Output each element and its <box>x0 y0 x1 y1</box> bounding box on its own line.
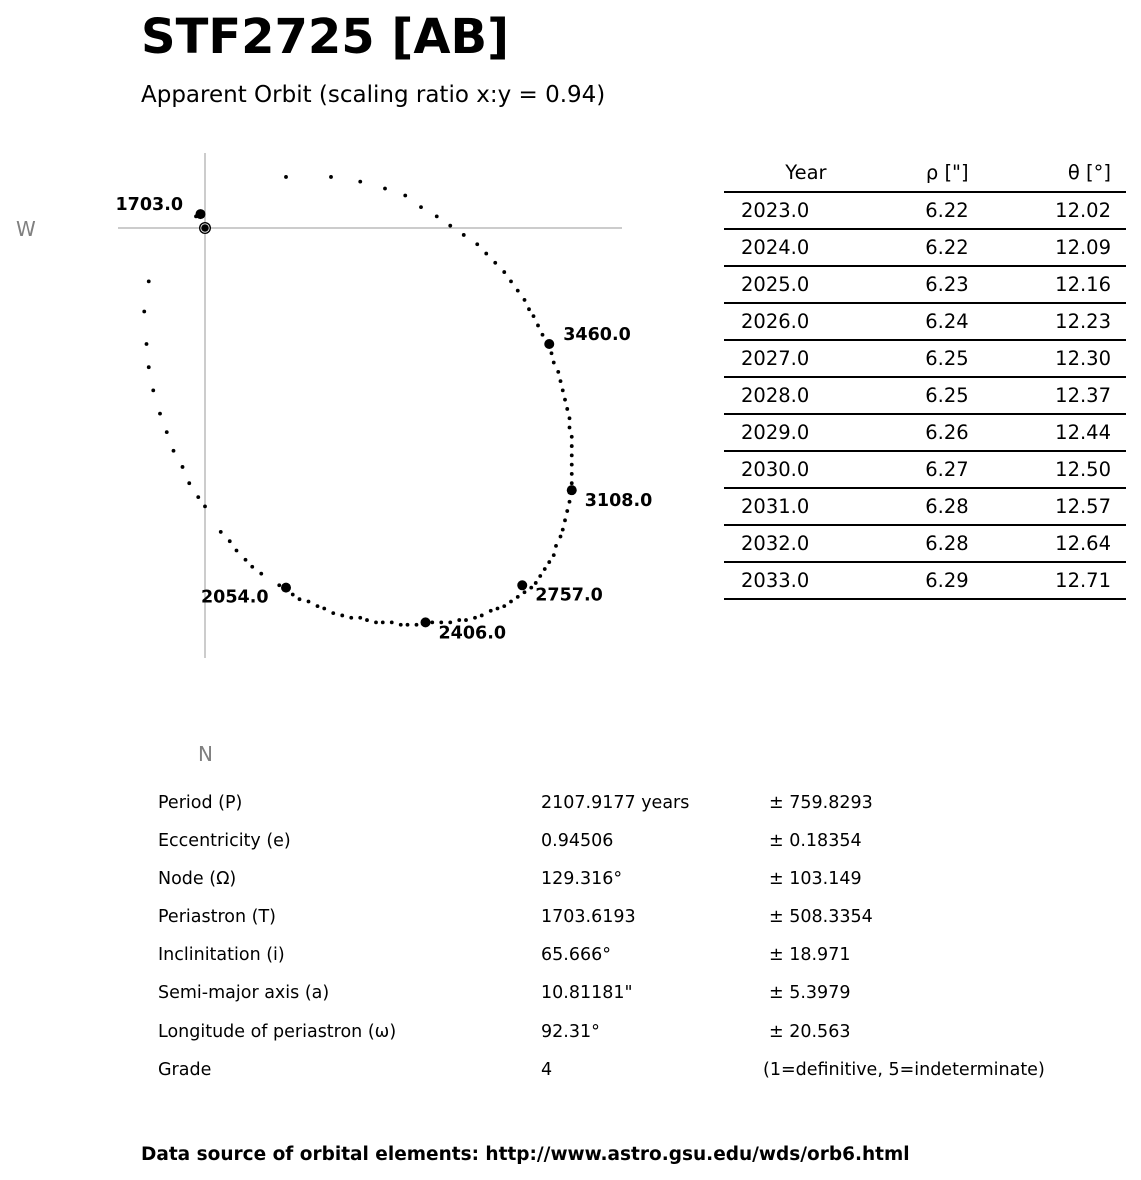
orbit-plot <box>0 130 720 780</box>
element-value: 0.94506 <box>541 831 614 852</box>
element-name: Inclinitation (i) <box>158 945 285 966</box>
orbit-point <box>151 389 155 393</box>
epoch-marker <box>421 617 431 627</box>
orbit-point <box>570 444 574 448</box>
element-error: ± 5.3979 <box>769 983 851 1004</box>
epoch-marker <box>196 209 206 219</box>
orbit-point <box>493 261 497 265</box>
orbit-point <box>502 270 506 274</box>
ephemeris-year-cell: 2030.0 <box>724 451 880 488</box>
orbit-point <box>552 553 556 557</box>
ephemeris-year-cell: 2027.0 <box>724 340 880 377</box>
orbit-point <box>358 616 362 620</box>
element-error: (1=definitive, 5=indeterminate) <box>763 1059 1045 1080</box>
orbit-point <box>523 590 527 594</box>
ephemeris-rho-cell: 6.25 <box>880 340 969 377</box>
orbit-point <box>322 607 326 611</box>
orbit-point <box>374 621 378 625</box>
orbit-point <box>430 621 434 625</box>
ephemeris-row <box>724 192 1126 229</box>
west-label: W <box>16 217 36 241</box>
epoch-marker <box>544 339 554 349</box>
orbit-point <box>484 252 488 256</box>
ephemeris-year-cell: 2032.0 <box>724 525 880 562</box>
ephemeris-header-theta: θ [°] <box>969 154 1126 192</box>
orbit-point <box>219 530 223 534</box>
ephemeris-row <box>724 377 1126 414</box>
element-name: Longitude of periastron (ω) <box>158 1021 397 1042</box>
orbit-point <box>340 614 344 618</box>
ephemeris-year-cell: 2023.0 <box>724 192 880 229</box>
ephemeris-rho-cell: 6.28 <box>880 525 969 562</box>
epoch-marker <box>567 485 577 495</box>
ephemeris-row <box>724 229 1126 266</box>
ephemeris-theta-cell: 12.44 <box>969 414 1126 451</box>
ephemeris-header-year: Year <box>724 154 880 192</box>
epoch-marker <box>281 583 291 593</box>
element-name: Periastron (T) <box>158 907 276 928</box>
element-value: 92.31° <box>541 1021 600 1042</box>
ephemeris-year-cell: 2024.0 <box>724 229 880 266</box>
orbit-point <box>298 597 302 601</box>
element-error: ± 20.563 <box>769 1021 851 1042</box>
orbital-element-row <box>158 983 1108 1021</box>
orbit-point <box>329 175 333 179</box>
orbital-element-row <box>158 945 1108 983</box>
element-value: 65.666° <box>541 945 611 966</box>
ephemeris-rho-cell: 6.25 <box>880 377 969 414</box>
ephemeris-theta-cell: 12.57 <box>969 488 1126 525</box>
orbit-point <box>563 398 567 402</box>
element-name: Grade <box>158 1059 212 1080</box>
ephemeris-theta-cell: 12.02 <box>969 192 1126 229</box>
orbit-point <box>516 595 520 599</box>
ephemeris-rho-cell: 6.28 <box>880 488 969 525</box>
orbit-point <box>552 361 556 365</box>
ephemeris-rho-cell: 6.24 <box>880 303 969 340</box>
orbit-point <box>235 549 239 553</box>
orbit-point <box>536 324 540 328</box>
orbit-point <box>559 379 563 383</box>
orbit-point <box>538 574 542 578</box>
orbit-point <box>158 412 162 416</box>
orbit-point <box>259 572 263 576</box>
ephemeris-rho-cell: 6.26 <box>880 414 969 451</box>
orbit-point <box>419 205 423 209</box>
orbit-point <box>541 333 545 337</box>
ephemeris-theta-cell: 12.30 <box>969 340 1126 377</box>
ephemeris-row <box>724 488 1126 525</box>
element-error: ± 18.971 <box>769 945 851 966</box>
orbit-point <box>496 607 500 611</box>
orbit-point <box>570 463 574 467</box>
orbit-point <box>568 426 572 430</box>
orbit-point <box>527 307 531 311</box>
orbit-point <box>250 565 254 569</box>
element-value: 10.81181" <box>541 983 633 1004</box>
orbit-point <box>570 481 574 485</box>
ephemeris-row <box>724 414 1126 451</box>
element-error: ± 508.3354 <box>769 907 873 928</box>
ephemeris-rho-cell: 6.22 <box>880 192 969 229</box>
ephemeris-year-cell: 2033.0 <box>724 562 880 599</box>
orbit-point <box>403 194 407 198</box>
orbit-point <box>291 593 295 597</box>
orbital-elements-list <box>158 793 1108 1098</box>
orbit-point <box>532 314 536 318</box>
ephemeris-rho-cell: 6.22 <box>880 229 969 266</box>
orbit-point <box>462 233 466 237</box>
orbit-point <box>509 600 513 604</box>
orbit-point <box>435 215 439 219</box>
orbit-point <box>570 453 574 457</box>
element-name: Eccentricity (e) <box>158 831 291 852</box>
orbit-point <box>529 586 533 590</box>
ephemeris-rho-cell: 6.29 <box>880 562 969 599</box>
orbit-point <box>457 618 461 622</box>
data-source-footer: Data source of orbital elements: http://www.astro.gsu.edu/wds/orb6.html <box>141 1144 910 1165</box>
orbit-point <box>473 616 477 620</box>
orbit-point <box>570 435 574 439</box>
orbit-point <box>475 242 479 246</box>
orbit-point <box>554 544 558 548</box>
epoch-label: 2406.0 <box>438 623 507 644</box>
ephemeris-year-cell: 2028.0 <box>724 377 880 414</box>
element-name: Period (P) <box>158 793 243 813</box>
ephemeris-header-row <box>724 154 1126 192</box>
north-label: N <box>198 742 213 766</box>
ephemeris-row <box>724 525 1126 562</box>
orbit-point <box>565 509 569 513</box>
orbit-point <box>316 604 320 608</box>
orbit-point <box>358 180 362 184</box>
epoch-label: 2054.0 <box>201 587 269 608</box>
orbit-point <box>415 623 419 627</box>
orbital-element-row <box>158 869 1108 907</box>
ephemeris-theta-cell: 12.23 <box>969 303 1126 340</box>
orbit-point <box>172 449 176 453</box>
orbit-point <box>556 370 560 374</box>
orbit-point <box>196 495 200 499</box>
orbit-point <box>284 175 288 179</box>
ephemeris-theta-cell: 12.37 <box>969 377 1126 414</box>
ephemeris-year-cell: 2031.0 <box>724 488 880 525</box>
orbit-point <box>559 535 563 539</box>
element-name: Semi-major axis (a) <box>158 983 330 1004</box>
ephemeris-year-cell: 2025.0 <box>724 266 880 303</box>
primary-star-core <box>201 224 209 232</box>
epoch-label: 1703.0 <box>115 195 184 216</box>
ephemeris-year-cell: 2029.0 <box>724 414 880 451</box>
orbit-point <box>489 609 493 613</box>
epoch-marker <box>517 580 527 590</box>
epoch-label: 2757.0 <box>535 585 603 606</box>
orbit-point <box>399 623 403 627</box>
orbit-point <box>568 416 572 420</box>
orbit-point <box>349 616 353 620</box>
ephemeris-theta-cell: 12.09 <box>969 229 1126 266</box>
orbit-point <box>406 623 410 627</box>
orbital-element-row <box>158 907 1108 945</box>
orbit-point <box>561 528 565 532</box>
ephemeris-theta-cell: 12.16 <box>969 266 1126 303</box>
ephemeris-theta-cell: 12.71 <box>969 562 1126 599</box>
orbit-point <box>561 389 565 393</box>
chart-subtitle: Apparent Orbit (scaling ratio x:y = 0.94) <box>141 82 606 108</box>
orbital-element-row <box>158 793 1108 831</box>
element-error: ± 103.149 <box>769 869 862 890</box>
ephemeris-row <box>724 303 1126 340</box>
element-value: 2107.9177 years <box>541 793 690 813</box>
ephemeris-header-rho: ρ ["] <box>880 154 969 192</box>
ephemeris-year-cell: 2026.0 <box>724 303 880 340</box>
ephemeris-row <box>724 451 1126 488</box>
orbit-point <box>145 342 149 346</box>
orbit-point <box>568 500 572 504</box>
ephemeris-theta-cell: 12.50 <box>969 451 1126 488</box>
orbit-point <box>550 351 554 355</box>
orbit-point <box>147 365 151 369</box>
orbit-point <box>381 621 385 625</box>
element-value: 4 <box>541 1059 553 1080</box>
ephemeris-row <box>724 340 1126 377</box>
orbit-point <box>181 465 185 469</box>
orbit-point <box>509 279 513 283</box>
orbit-point <box>464 618 468 622</box>
orbital-element-row <box>158 831 1108 869</box>
orbit-point <box>307 600 311 604</box>
orbit-point <box>142 310 146 314</box>
orbit-point <box>543 567 547 571</box>
ephemeris-table <box>724 154 1126 600</box>
element-error: ± 759.8293 <box>769 793 873 813</box>
orbit-point <box>563 518 567 522</box>
ephemeris-row <box>724 562 1126 599</box>
orbit-point <box>565 407 569 411</box>
ephemeris-row <box>724 266 1126 303</box>
orbit-point <box>277 583 281 587</box>
ephemeris-rho-cell: 6.23 <box>880 266 969 303</box>
element-name: Node (Ω) <box>158 869 237 890</box>
epoch-label: 3460.0 <box>563 325 631 345</box>
orbit-point <box>365 618 369 622</box>
element-error: ± 0.18354 <box>769 831 862 852</box>
orbit-point <box>480 614 484 618</box>
orbit-point <box>228 539 232 543</box>
orbit-point <box>244 558 248 562</box>
orbit-point <box>147 279 151 283</box>
orbit-point <box>448 224 452 228</box>
orbit-point <box>390 621 394 625</box>
orbit-point <box>165 430 169 434</box>
element-value: 1703.6193 <box>541 907 636 928</box>
orbital-element-row <box>158 1022 1108 1060</box>
orbit-point <box>331 611 335 615</box>
element-value: 129.316° <box>541 869 623 890</box>
orbital-element-row <box>158 1060 1108 1098</box>
orbit-point <box>523 298 527 302</box>
orbit-point <box>516 289 520 293</box>
epoch-label: 3108.0 <box>584 491 653 512</box>
ephemeris-body <box>724 192 1126 599</box>
orbit-point <box>203 505 207 509</box>
orbit-point <box>383 187 387 191</box>
chart-title: STF2725 [AB] <box>141 9 510 65</box>
orbit-point <box>570 472 574 476</box>
orbit-point <box>187 481 191 485</box>
ephemeris-rho-cell: 6.27 <box>880 451 969 488</box>
orbit-point <box>547 560 551 564</box>
orbit-point <box>502 604 506 608</box>
ephemeris-theta-cell: 12.64 <box>969 525 1126 562</box>
